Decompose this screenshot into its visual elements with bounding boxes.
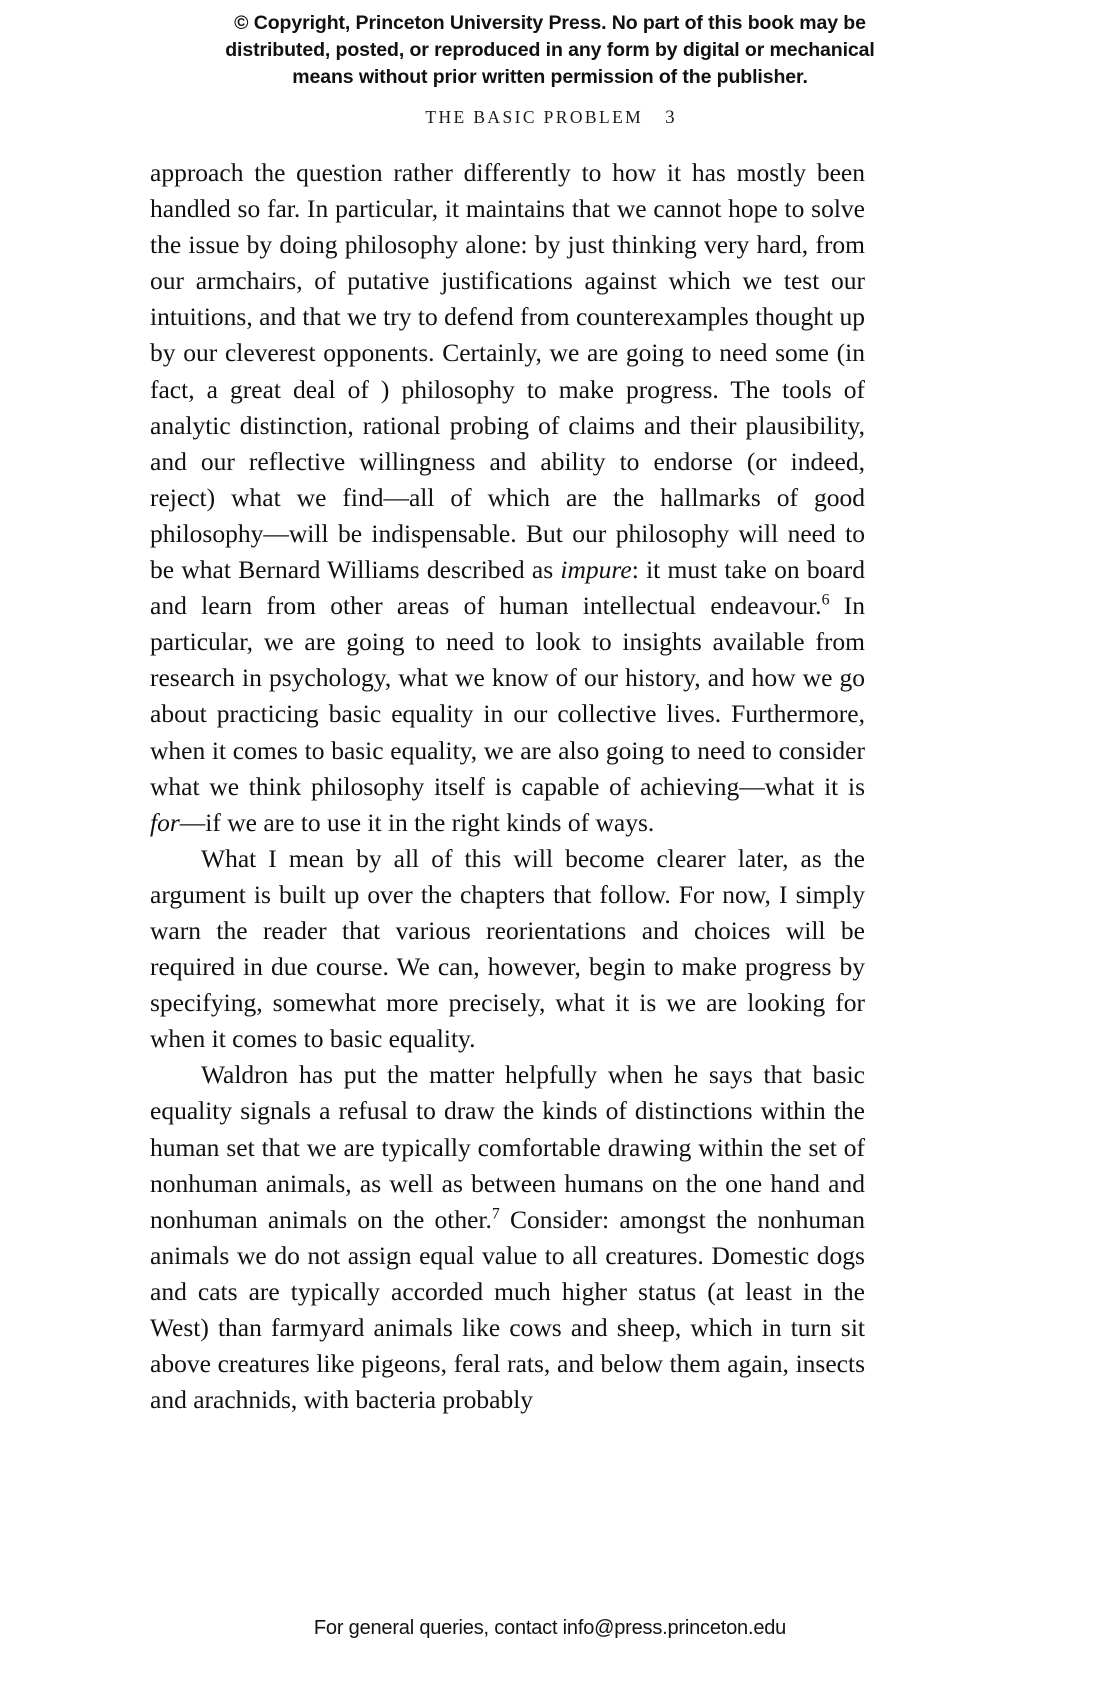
paragraph-1-emphasis-for: for — [150, 807, 180, 837]
paragraph-1-part-3: In particular, we are going to need to look to insights available from research in psychology, what we know of our history, and how we go about practicing basic equality in our collective lives. Furthermore, when it comes to basic equality, we are also going to need to consider what we think philosophy itself is capable of achieving—what it is — [150, 591, 866, 801]
paragraph-1 — [150, 155, 865, 841]
running-head-title: THE BASIC PROBLEM — [425, 107, 644, 127]
paragraph-1-emphasis-impure: impure — [560, 555, 632, 585]
body-text — [150, 155, 865, 1418]
copyright-line-2: distributed, posted, or reproduced in any form by digital or mechanical — [225, 39, 875, 61]
footer-query: For general queries, contact info@press.princeton.edu — [313, 1617, 787, 1639]
paragraph-2: What I mean by all of this will become clearer later, as the argument is built up over the chapters that follow. For now, I simply warn the reader that various reorientations and choices will be required in due course. We can, however, begin to make progress by specifying, somewhat more precisely, what it is we are looking for when it comes to basic equality. — [150, 843, 865, 1054]
paragraph-3 — [150, 1057, 865, 1418]
copyright-notice — [0, 10, 1100, 91]
paragraph-1-part-4: —if we are to use it in the right kinds of ways. — [179, 807, 655, 837]
copyright-line-1: © Copyright, Princeton University Press. No part of this book may be — [234, 12, 866, 34]
paragraph-3-part-2: Consider: amongst the nonhuman animals we do not assign equal value to all creatures. Domestic dogs and cats are typically accorded much higher status (at least in the West) than farmyard animals like cows and sheep, which in turn sit above creatures like pigeons, feral rats, and below them again, insects and arachnids, with bacteria probably — [150, 1204, 865, 1415]
paragraph-1-part-1: approach the question rather differently to how it has mostly been handled so far. In particular, it maintains that we cannot hope to solve the issue by doing philosophy alone: by just thinking very hard, from our armchairs, of putative justifications against which we test our intuitions, and that we try to defend from counterexamples thought up by our cleverest opponents. Certainly, we are going to need some (in fact, a great deal of ) philosophy to make progress. The tools of analytic distinction, rational probing of claims and their plausibility, and our reflective willingness and ability to endorse (or indeed, reject) what we find—all of which are the hallmarks of good philosophy—will be indispensable. But our philosophy will need to be what Bernard Williams described as — [150, 158, 865, 585]
page-number: 3 — [665, 107, 675, 128]
footnote-marker-7: 7 — [491, 1205, 500, 1223]
paragraph-1-part-2: : it must take on board and learn from other areas of human intellectual endeavour. — [150, 555, 865, 621]
running-head — [0, 107, 1100, 129]
copyright-line-3: means without prior written permission of the publisher. — [292, 66, 808, 88]
footnote-marker-6: 6 — [821, 591, 830, 609]
paragraph-3-part-1: Waldron has put the matter helpfully when he says that basic equality signals a refusal to draw the kinds of distinctions within the human set that we are typically comfortable drawing within the set of nonhuman animals, as well as between humans on the one hand and nonhuman animals on the other. — [150, 1060, 865, 1234]
